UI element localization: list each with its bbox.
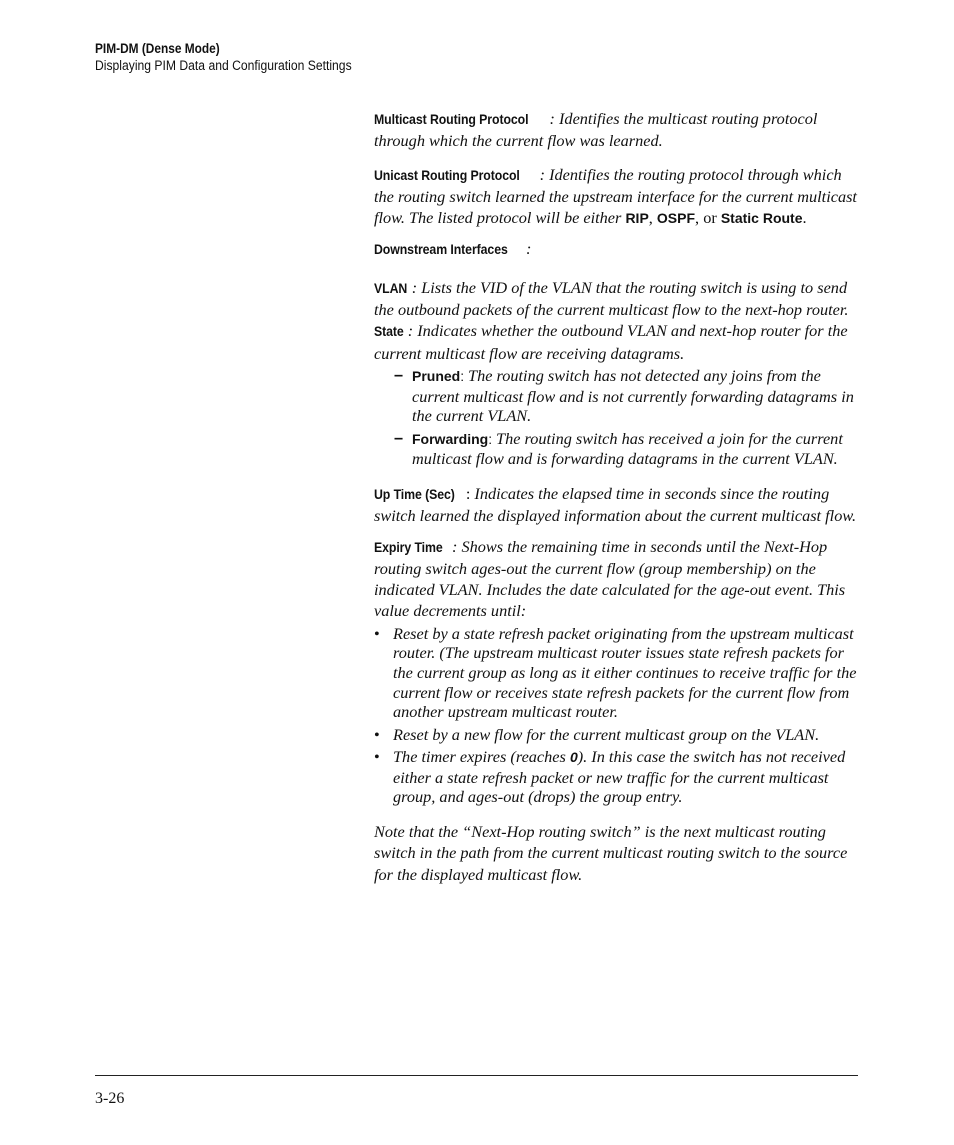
expiry-time-desc: : Shows the remaining time in seconds until the Next-Hop routing switch ages-out the current flow (group membership) on the indicated VLAN. Includes the date calculated for the age-out event. This value decrements until: [374,536,846,621]
state-desc: : Indicates whether the outbound VLAN and next-hop router for the current multicast flow are receiving datagrams. [374,321,848,363]
pruned-colon: : [460,367,469,384]
vlan-desc: : Lists the VID of the VLAN that the routing switch is using to send the outbound packets of the current multicast flow to the next-hop router. [374,277,849,320]
unicast-routing-protocol-desc: : Identifies the routing protocol through which the routing switch learned the upstream interface for the current multicast flow. The listed protocol will be either [374,164,857,228]
protocol-option-static-route: Static Route [720,210,803,227]
state-term: State [374,323,404,340]
protocol-separator-2: , or [695,208,721,228]
timer-expires-pre: The timer expires (reaches [393,747,570,767]
up-time-entry [374,483,858,527]
timer-zero-value: 0 [569,749,578,766]
expiry-conditions-list [374,624,858,807]
timer-expires-post: ). In this case the switch has not received either a state refresh packet or new traffic for the current multicast group, and ages-out (drops) the group entry. [393,747,846,807]
expiry-condition-state-refresh: • Reset by a state refresh packet originating from the upstream multicast router. (The upstream multicast router issues state refresh packets for the current group as long as it either continues to receive traffic for the current flow or receives state refresh packets for the current flow from another upstream multicast router. [374,624,858,722]
protocol-option-ospf: OSPF [656,210,696,227]
state-entry [374,320,858,364]
multicast-routing-protocol-desc: : Identifies the multicast routing protocol through which the current flow was learned. [374,109,818,151]
protocol-end: . [802,208,807,228]
running-header-subtitle: Displaying PIM Data and Configuration Settings [95,58,352,73]
multicast-routing-protocol-entry [374,108,858,152]
downstream-interfaces-term: Downstream Interfaces [374,241,508,258]
downstream-interfaces-heading [374,238,858,260]
downstream-interfaces-colon: : [525,239,532,259]
unicast-routing-protocol-entry [374,164,858,230]
protocol-separator-1: , [648,208,657,228]
multicast-routing-protocol-term: Multicast Routing Protocol [374,111,529,127]
up-time-desc: Indicates the elapsed time in seconds since the routing switch learned the displayed information about the current multicast flow. [374,483,857,526]
page-number: 3-26 [95,1090,125,1107]
vlan-entry [374,277,858,321]
up-time-term: Up Time (Sec) [374,485,455,502]
state-value-pruned [394,366,858,426]
forwarding-term: Forwarding [412,430,489,447]
vlan-term: VLAN [374,279,408,296]
protocol-option-rip: RIP [625,210,649,227]
footer-rule [95,1075,858,1076]
pruned-term: Pruned [412,367,461,384]
next-hop-note: Note that the “Next-Hop routing switch” is the next multicast routing switch in the path from the current multicast routing switch to the source for the displayed multicast flow. [374,822,848,884]
state-value-forwarding [394,429,858,469]
forwarding-colon: : [488,430,497,447]
unicast-routing-protocol-term: Unicast Routing Protocol [374,166,520,183]
expiry-time-entry [374,536,858,622]
up-time-colon: : [465,483,475,503]
running-header-title: PIM-DM (Dense Mode) [95,41,220,56]
expiry-time-term: Expiry Time [374,538,443,555]
field-descriptions [374,108,858,885]
pruned-desc: The routing switch has not detected any joins from the current multicast flow and is not currently forwarding datagrams in the current VLAN. [412,365,854,426]
expiry-condition-new-flow: • Reset by a new flow for the current multicast group on the VLAN. [374,725,858,745]
forwarding-desc: The routing switch has received a join for the current multicast flow and is forwarding datagrams in the current VLAN. [412,428,843,469]
expiry-condition-timer-expires [374,747,858,807]
state-values-list [374,366,858,469]
